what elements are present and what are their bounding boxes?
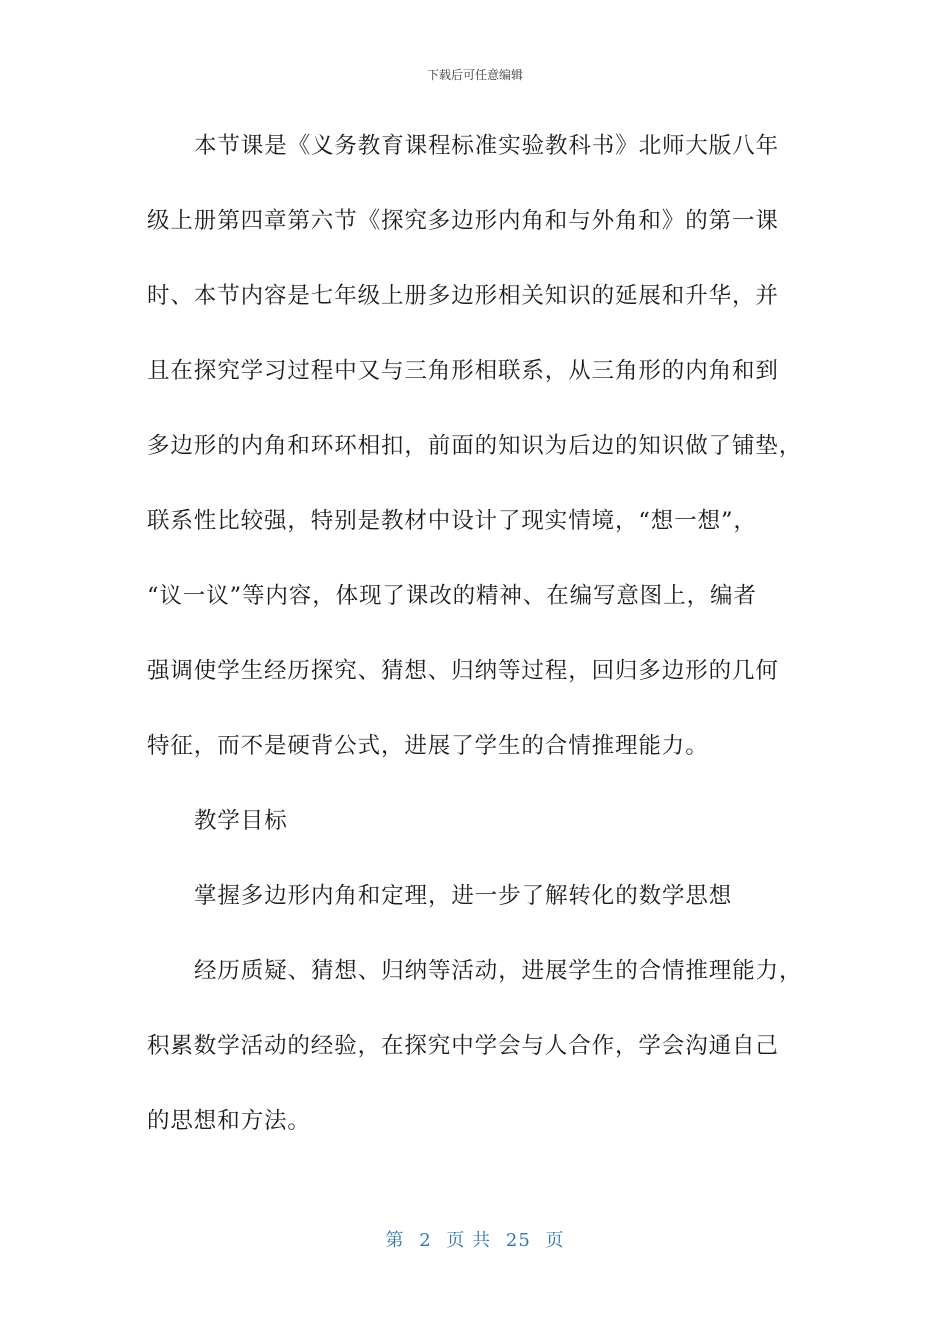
total-page-count: 25: [505, 1230, 531, 1251]
current-page-number: 2: [419, 1230, 432, 1251]
page-number-footer: [0, 1226, 950, 1252]
footer-suffix: 页: [545, 1230, 565, 1251]
paragraph-line: “议一议”等内容，体现了课改的精神、在编写意图上，编者: [147, 583, 757, 609]
objective-line: 掌握多边形内角和定理，进一步了解转化的数学思想: [194, 883, 733, 909]
paragraph-line: 且在探究学习过程中又与三角形相联系，从三角形的内角和到: [147, 358, 779, 384]
paragraph-line: 强调使学生经历探究、猜想、归纳等过程，回归多边形的几何: [147, 658, 779, 684]
body-text: [147, 121, 807, 1171]
section-heading: 教学目标: [194, 808, 288, 834]
objective-line: 积累数学活动的经验，在探究中学会与人合作，学会沟通自己: [147, 1033, 779, 1059]
paragraph-line: 联系性比较强，特别是教材中设计了现实情境，“想一想”，: [147, 508, 757, 534]
paragraph-line: 特征，而不是硬背公式，进展了学生的合情推理能力。: [147, 733, 709, 759]
objective-line: 的思想和方法。: [147, 1108, 311, 1134]
objective-line: 经历质疑、猜想、归纳等活动，进展学生的合情推理能力，: [194, 958, 803, 984]
paragraph-line: 多边形的内角和环环相扣，前面的知识为后边的知识做了铺垫，: [147, 433, 803, 459]
paragraph-line: 级上册第四章第六节《探究多边形内角和与外角和》的第一课: [147, 208, 779, 234]
paragraph-line: 时、本节内容是七年级上册多边形相关知识的延展和升华，并: [147, 283, 779, 309]
paragraph-line: 本节课是《义务教育课程标准实验教科书》北师大版八年: [194, 133, 780, 159]
header-note: 下载后可任意编辑: [426, 68, 523, 82]
footer-prefix: 第: [385, 1230, 405, 1251]
footer-middle: 页 共: [446, 1230, 492, 1251]
